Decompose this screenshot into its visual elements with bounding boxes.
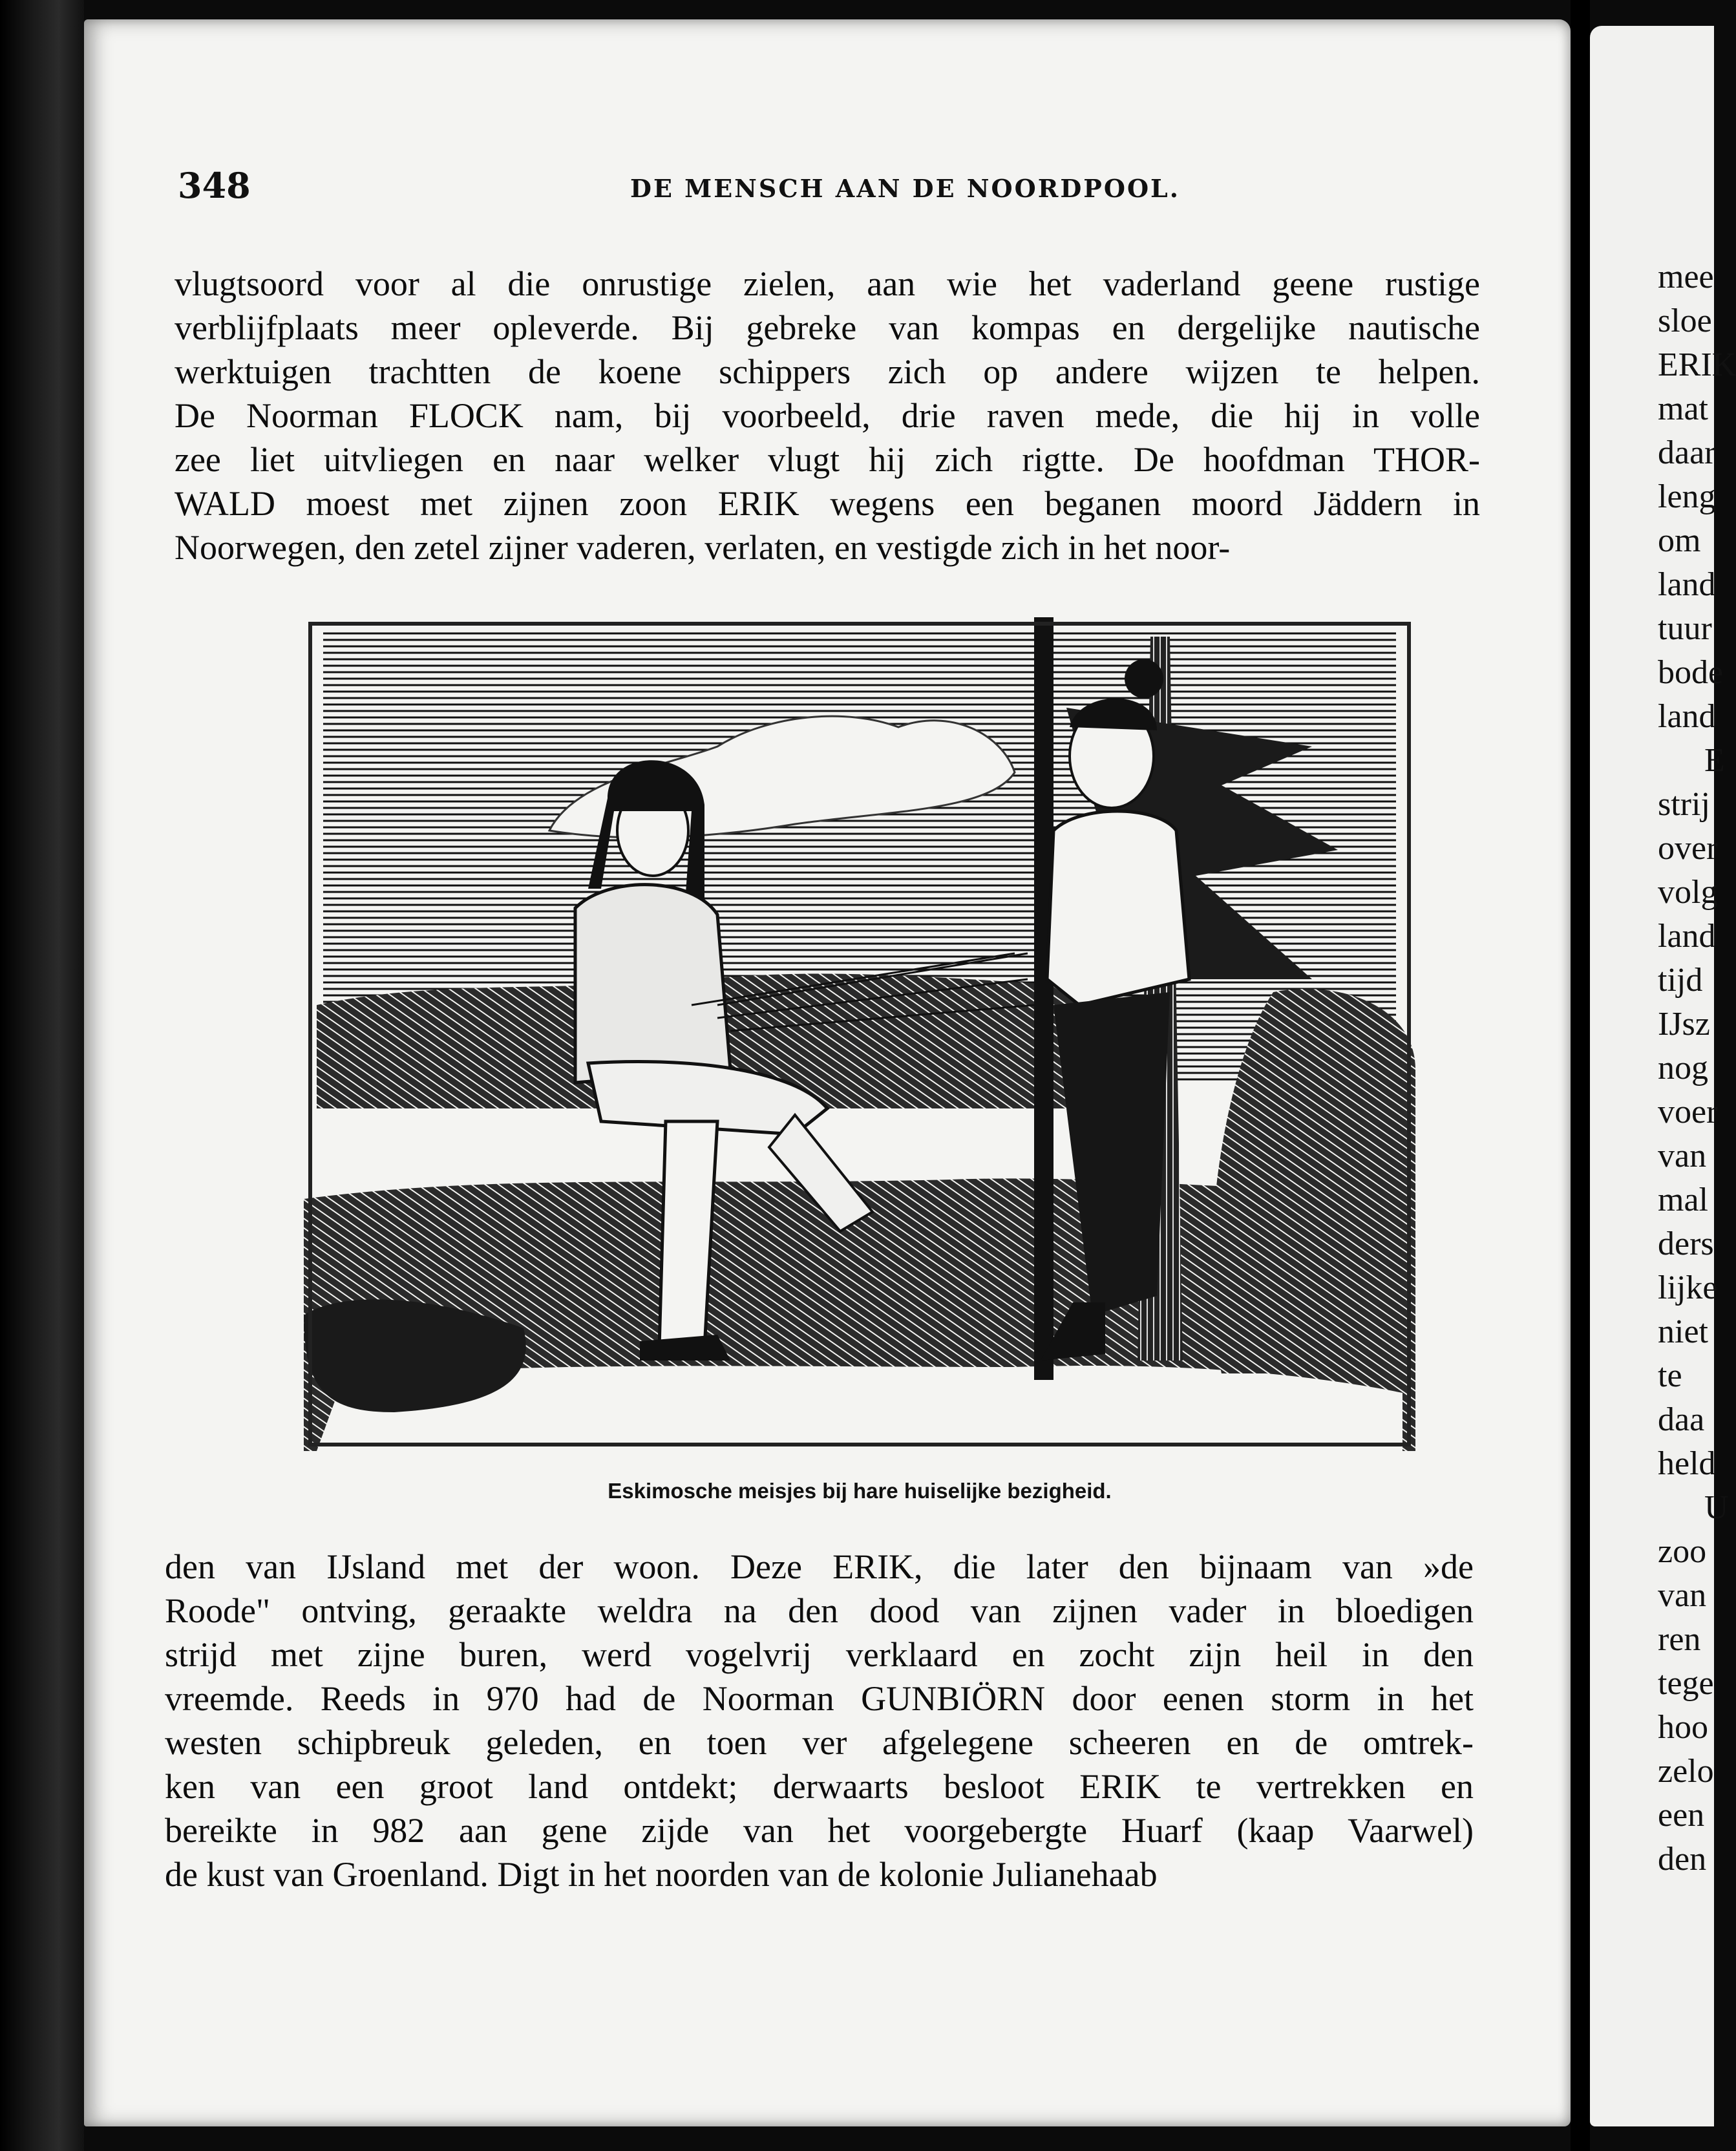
next-page-line: tuur: [1658, 610, 1712, 647]
text-line: verblijfplaats meer opleverde. Bij gebreke van kompas en dergelijke nautische: [175, 308, 1480, 347]
next-page-text-fragments: [1658, 255, 1736, 1881]
next-page-line: ders: [1658, 1225, 1714, 1262]
next-page-line: daa: [1658, 1401, 1705, 1438]
next-page-line: ren: [1658, 1621, 1701, 1658]
next-page-line: zelo: [1658, 1753, 1714, 1790]
text-line: westen schipbreuk geleden, en toen ver afgelegene scheeren en de omtrek-: [165, 1723, 1474, 1762]
next-page-line: om: [1658, 522, 1701, 559]
next-page-line: daar: [1658, 434, 1716, 471]
page-gutter: [1571, 0, 1590, 2151]
next-page-line: te: [1658, 1357, 1682, 1394]
next-page-line: tijd: [1658, 962, 1703, 999]
next-page-line: over: [1658, 830, 1718, 867]
text-line: bereikte in 982 aan gene zijde van het voorgebergte Huarf (kaap Vaarwel): [165, 1811, 1474, 1850]
next-page-line: zoo: [1658, 1533, 1707, 1570]
next-page-line: land: [1658, 918, 1716, 955]
next-page-line: ERIK: [1658, 346, 1736, 383]
next-page-line: hoo: [1658, 1709, 1708, 1746]
text-line: WALD moest met zijnen zoon ERIK wegens een beganen moord Jäddern in: [175, 484, 1480, 523]
text-line: vlugtsoord voor al die onrustige zielen, aan wie het vaderland geene rustige: [175, 264, 1480, 303]
running-title: DE MENSCH AAN DE NOORDPOOL.: [630, 174, 1181, 203]
text-line: werktuigen trachtten de koene schippers zich op andere wijzen te helpen.: [175, 352, 1480, 391]
woodcut-illustration: [304, 617, 1415, 1451]
text-line: den van IJsland met der woon. Deze ERIK, die later den bijnaam van »de: [165, 1547, 1474, 1586]
next-page-line: land: [1658, 698, 1716, 735]
text-line: vreemde. Reeds in 970 had de Noorman GUNBIÖRN door eenen storm in het: [165, 1679, 1474, 1718]
next-page-line: lijke: [1658, 1269, 1718, 1306]
bottom-paragraph: [165, 1545, 1474, 1896]
next-page-line: den: [1658, 1841, 1707, 1878]
running-head: [178, 165, 1464, 210]
figure-caption: Eskimosche meisjes bij hare huiselijke bezigheid.: [608, 1479, 1112, 1503]
next-page-line: IJsz: [1658, 1006, 1710, 1043]
next-page-line: mal: [1658, 1181, 1708, 1218]
next-page-line: van: [1658, 1138, 1707, 1174]
text-line: zee liet uitvliegen en naar welker vlugt hij zich rigtte. De hoofdman THOR-: [175, 440, 1480, 479]
next-page-line: niet: [1658, 1313, 1708, 1350]
next-page-line: held: [1658, 1445, 1716, 1482]
page-number: 348: [178, 165, 251, 206]
text-line: Noorwegen, den zetel zijner vaderen, verlaten, en vestigde zich in het noor-: [175, 528, 1231, 567]
text-line: De Noorman FLOCK nam, bij voorbeeld, drie raven mede, die hij in volle: [175, 396, 1480, 435]
next-page-line: strij: [1658, 786, 1710, 823]
next-page-line: van: [1658, 1577, 1707, 1614]
next-page-line: voer: [1658, 1094, 1718, 1130]
text-line: Roode" ontving, geraakte weldra na den dood van zijnen vader in bloedigen: [165, 1591, 1474, 1630]
next-page-line: volg: [1658, 874, 1718, 911]
next-page-line: nog: [1658, 1050, 1708, 1086]
next-page-line: land: [1658, 566, 1716, 603]
next-page-line: tege: [1658, 1665, 1714, 1702]
top-paragraph: [175, 262, 1480, 569]
next-page-line: mat: [1658, 390, 1708, 427]
book-binding: [0, 0, 84, 2151]
text-line: ken van een groot land ontdekt; derwaarts besloot ERIK te vertrekken en: [165, 1767, 1474, 1806]
next-page-line: sloe: [1658, 302, 1712, 339]
next-page-line: E: [1704, 742, 1725, 779]
text-line: strijd met zijne buren, werd vogelvrij verklaard en zocht zijn heil in den: [165, 1635, 1474, 1674]
next-page-line: leng: [1658, 478, 1716, 515]
next-page-line: bode: [1658, 654, 1724, 691]
next-page-line: U: [1704, 1489, 1729, 1526]
text-line: de kust van Groenland. Digt in het noorden van de kolonie Julianehaab: [165, 1855, 1158, 1894]
next-page-line: een: [1658, 1797, 1705, 1834]
next-page-line: mee: [1658, 259, 1714, 295]
